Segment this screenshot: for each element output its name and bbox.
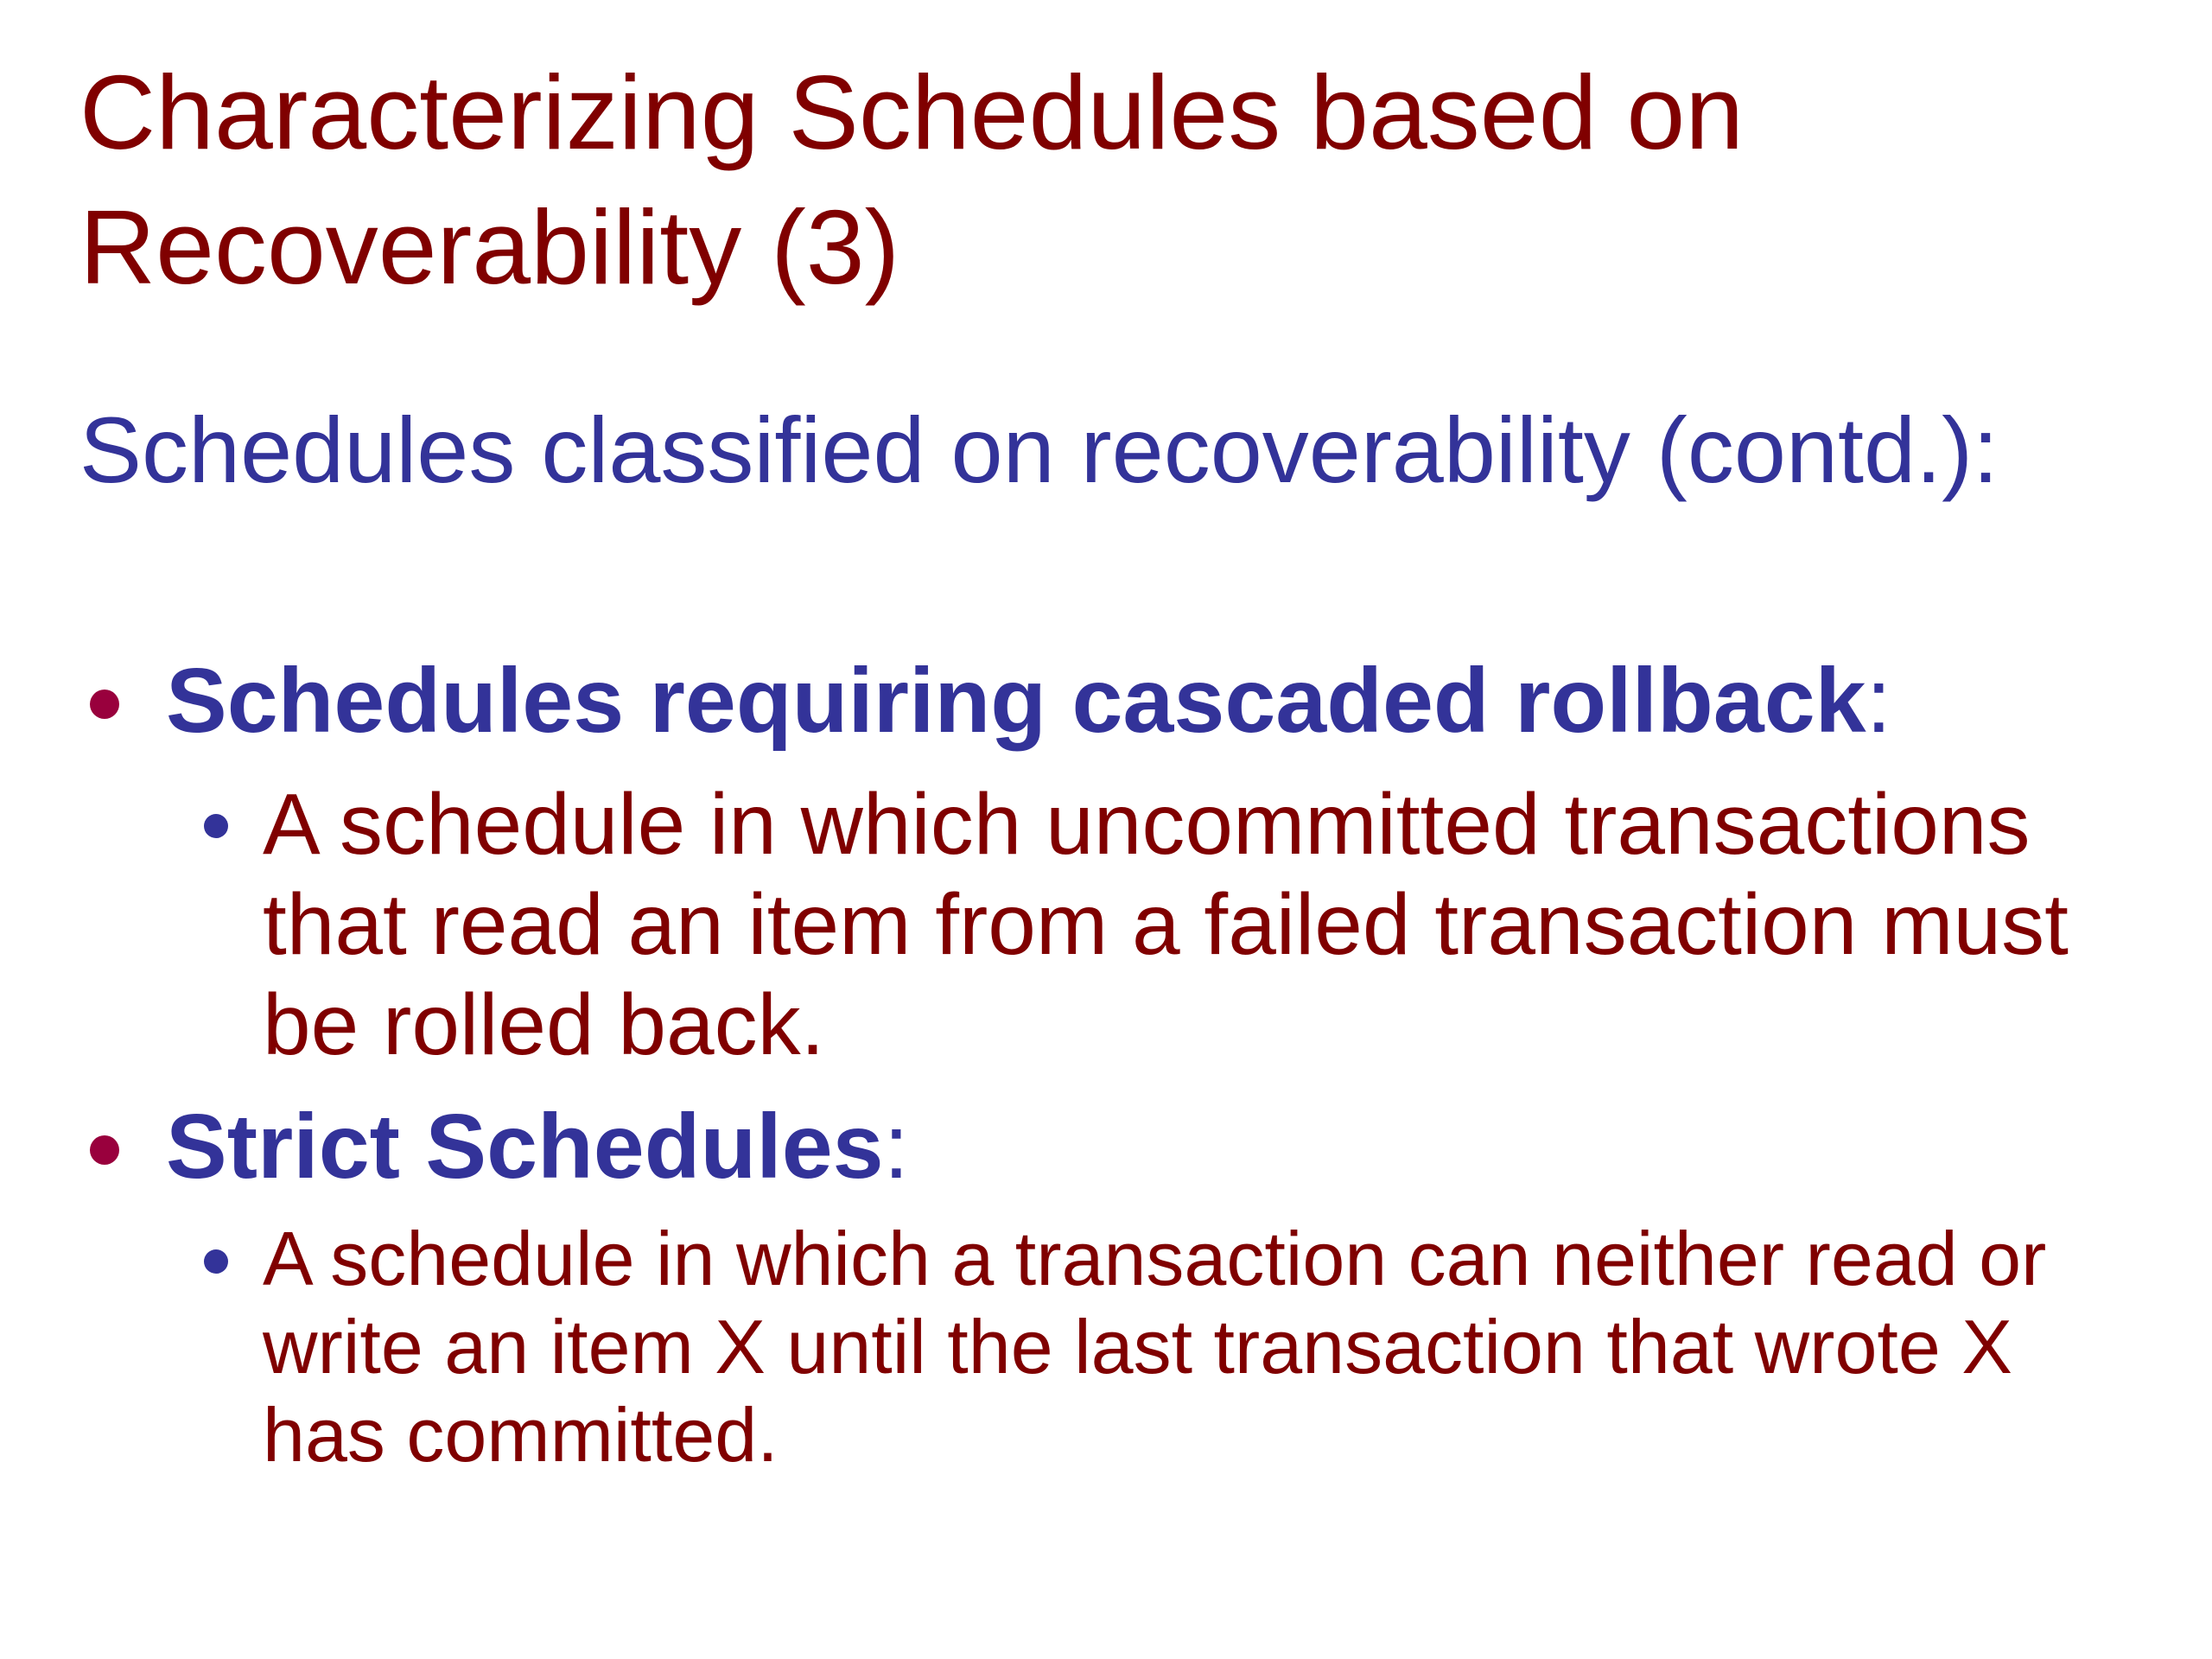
- intro-text: Schedules classified on recoverability (contd.):: [79, 397, 1999, 502]
- slide-title-line-1: Characterizing Schedules based on: [79, 54, 1745, 171]
- slide-title: [79, 45, 2067, 315]
- bullet-cascaded-rollback-label: [166, 646, 1891, 755]
- bullet-dot-icon: [90, 1135, 119, 1165]
- bullet-dot-icon: [90, 690, 119, 719]
- bullet-colon: :: [883, 1096, 910, 1198]
- sub-bullet-text: A schedule in which a transaction can neither read or write an item X until the last transaction that wrote X has committed.: [263, 1216, 2047, 1478]
- bullet-term: Schedules requiring cascaded rollback: [166, 650, 1866, 752]
- bullet-colon: :: [1866, 650, 1892, 752]
- bullet-term: Strict Schedules: [166, 1096, 884, 1198]
- sub-bullet-dot-icon: [204, 814, 228, 838]
- slide-title-line-2: Recoverability (3): [79, 188, 900, 306]
- sub-bullet-text: A schedule in which uncommitted transactions that read an item from a failed transaction must be rolled back.: [263, 776, 2069, 1073]
- bullet-strict-schedules-label: [166, 1092, 909, 1201]
- sub-bullet-dot-icon: [204, 1249, 228, 1274]
